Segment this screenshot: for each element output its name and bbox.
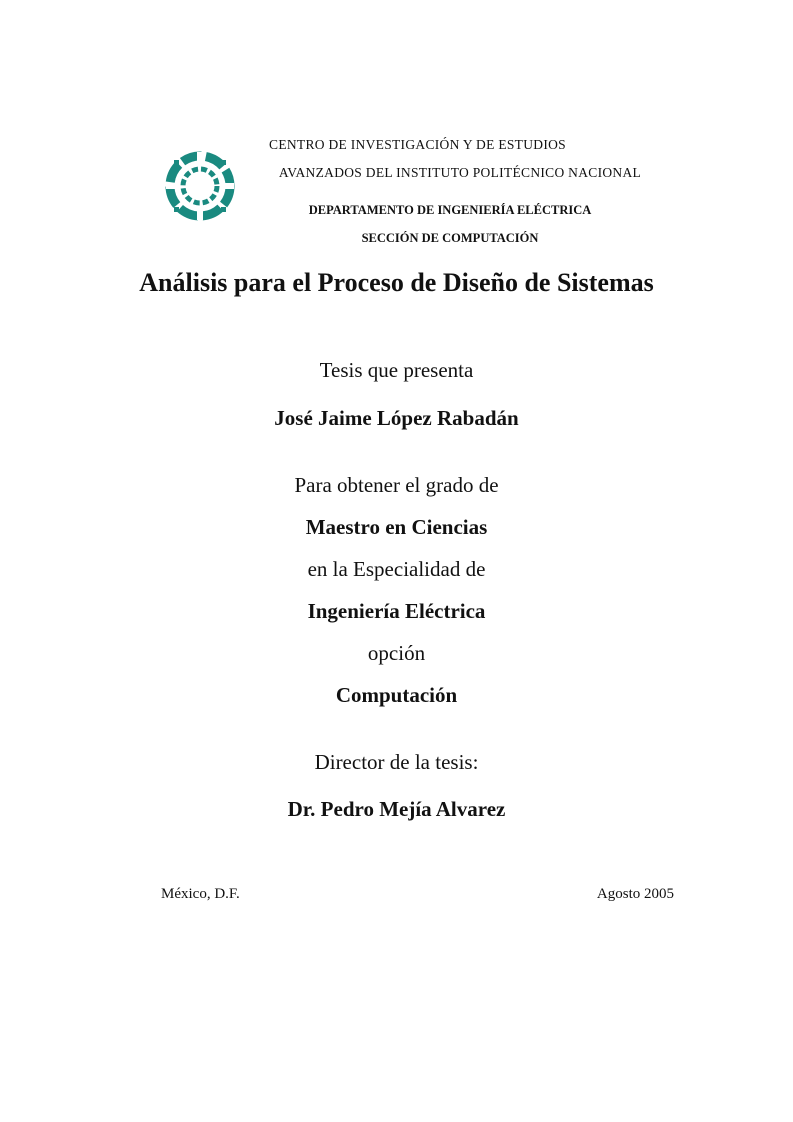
institution-line-1: CENTRO DE INVESTIGACIÓN Y DE ESTUDIOS bbox=[269, 137, 566, 152]
option-name: Computación bbox=[335, 683, 458, 707]
section-name: SECCIÓN DE COMPUTACIÓN bbox=[361, 231, 539, 245]
degree-label: Para obtener el grado de bbox=[294, 473, 499, 497]
specialty-label: en la Especialidad de bbox=[307, 557, 486, 581]
degree-name: Maestro en Ciencias bbox=[305, 515, 488, 539]
institution-line-2: AVANZADOS DEL INSTITUTO POLITÉCNICO NACIONAL bbox=[278, 165, 642, 180]
option-label: opción bbox=[367, 641, 426, 665]
director-name: Dr. Pedro Mejía Alvarez bbox=[287, 797, 506, 821]
place: México, D.F. bbox=[161, 886, 240, 902]
date: Agosto 2005 bbox=[596, 886, 674, 902]
presented-by-label: Tesis que presenta bbox=[319, 358, 474, 382]
specialty-name: Ingeniería Eléctrica bbox=[307, 599, 486, 623]
director-label: Director de la tesis: bbox=[314, 750, 479, 774]
thesis-title: Análisis para el Proceso de Diseño de Sistemas bbox=[139, 268, 654, 297]
author-name: José Jaime López Rabadán bbox=[274, 406, 519, 430]
department-name: DEPARTAMENTO DE INGENIERÍA ELÉCTRICA bbox=[308, 203, 592, 217]
cinvestav-logo-icon bbox=[164, 150, 236, 222]
